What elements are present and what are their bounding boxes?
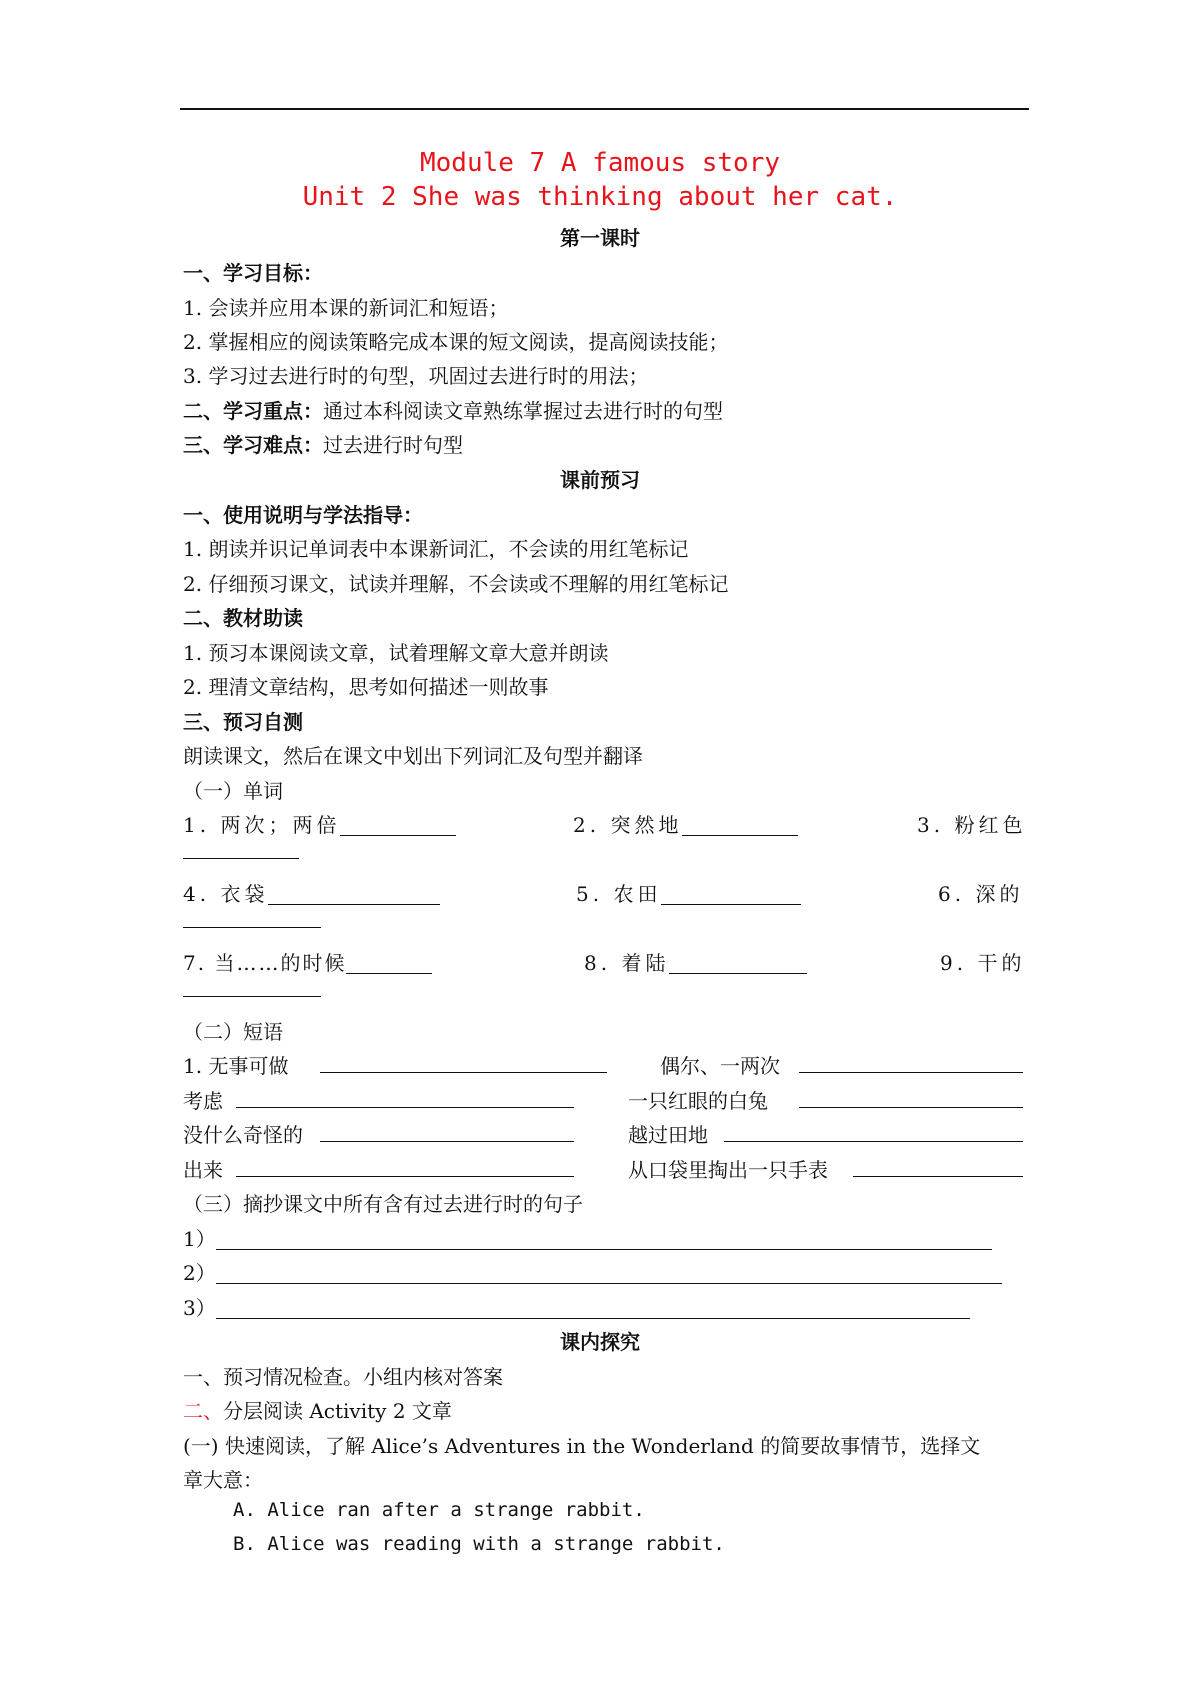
phrase-label: 1. 无事可做	[183, 1054, 289, 1078]
sentence-number: 2）	[183, 1261, 216, 1285]
phrase-label: 越过田地	[628, 1123, 708, 1147]
option-a[interactable]: A. Alice ran after a strange rabbit.	[233, 1499, 645, 1521]
sentence-line	[183, 1257, 1002, 1286]
textbook-item: 1. 预习本课阅读文章，试着理解文章大意并朗读	[183, 641, 609, 665]
sentence-line	[183, 1292, 970, 1321]
answer-blank[interactable]	[183, 907, 321, 928]
word-label: 2. 突然地	[573, 813, 683, 837]
sentences-heading: （三）摘抄课文中所有含有过去进行时的句子	[183, 1192, 583, 1216]
goal-item: 1. 会读并应用本课的新词汇和短语；	[183, 296, 509, 320]
word-item	[183, 809, 456, 838]
question-line: 章大意：	[183, 1468, 263, 1492]
selftest-heading: 三、预习自测	[183, 710, 303, 734]
usage-item: 1. 朗读并识记单词表中本课新词汇，不会读的用红笔标记	[183, 537, 689, 561]
preview-heading: 课前预习	[560, 468, 640, 492]
difficulty-text: 过去进行时句型	[323, 433, 463, 457]
word-item	[183, 947, 432, 976]
answer-blank[interactable]	[669, 953, 807, 974]
goals-heading: 一、学习目标：	[183, 261, 323, 285]
sentence-number: 3）	[183, 1296, 216, 1320]
word-label: 9. 干的	[940, 951, 1026, 975]
answer-blank[interactable]	[320, 1052, 607, 1073]
answer-blank[interactable]	[682, 815, 798, 836]
answer-blank[interactable]	[799, 1052, 1023, 1073]
option-b[interactable]: B. Alice was reading with a strange rabbit.	[233, 1533, 725, 1555]
word-label: 7. 当……的时候	[183, 951, 347, 975]
word-item	[584, 947, 807, 976]
answer-blank[interactable]	[799, 1087, 1023, 1108]
keypoint-label: 二、学习重点：	[183, 399, 323, 423]
answer-blank[interactable]	[236, 1087, 574, 1108]
phrase-label: 偶尔、一两次	[660, 1054, 780, 1078]
top-rule	[180, 108, 1029, 110]
answer-blank[interactable]	[216, 1229, 992, 1250]
word-label: 8. 着陆	[584, 951, 670, 975]
answer-blank[interactable]	[340, 815, 456, 836]
item-number: 二、	[183, 1399, 223, 1423]
difficulty-label: 三、学习难点：	[183, 433, 323, 457]
explore-item: 一、预习情况检查。小组内核对答案	[183, 1365, 503, 1389]
answer-blank[interactable]	[268, 884, 440, 905]
module-title: Module 7 A famous story	[419, 148, 781, 178]
keypoint-text: 通过本科阅读文章熟练掌握过去进行时的句型	[323, 399, 723, 423]
word-item	[576, 878, 801, 907]
goal-item: 3. 学习过去进行时的句型，巩固过去进行时的用法；	[183, 364, 649, 388]
keypoint-line	[183, 395, 723, 424]
answer-blank[interactable]	[320, 1121, 574, 1142]
sentence-line	[183, 1223, 992, 1252]
phrase-label: 出来	[183, 1158, 223, 1182]
textbook-item: 2. 理清文章结构，思考如何描述一则故事	[183, 675, 549, 699]
word-label: 3. 粉红色	[917, 813, 1027, 837]
word-item	[573, 809, 798, 838]
phrase-label: 一只红眼的白兔	[628, 1089, 768, 1113]
phrase-label: 没什么奇怪的	[183, 1123, 303, 1147]
answer-blank[interactable]	[236, 1156, 574, 1177]
phrases-heading: （二）短语	[183, 1020, 283, 1044]
goal-item: 2. 掌握相应的阅读策略完成本课的短文阅读，提高阅读技能；	[183, 330, 729, 354]
usage-heading: 一、使用说明与学法指导：	[183, 503, 423, 527]
textbook-heading: 二、教材助读	[183, 606, 303, 630]
word-label: 5. 农田	[576, 882, 662, 906]
difficulty-line	[183, 429, 463, 458]
phrase-label: 考虑	[183, 1089, 223, 1113]
answer-blank[interactable]	[216, 1263, 1002, 1284]
word-item	[183, 878, 440, 907]
words-heading: （一）单词	[183, 779, 283, 803]
explore-heading: 课内探究	[560, 1330, 640, 1354]
question-line: (一) 快速阅读，了解 Alice’s Adventures in the Wonderland 的简要故事情节，选择文	[183, 1434, 981, 1458]
word-label: 6. 深的	[938, 882, 1024, 906]
answer-blank[interactable]	[216, 1298, 970, 1319]
answer-blank[interactable]	[724, 1121, 1023, 1142]
unit-title: Unit 2 She was thinking about her cat.	[302, 182, 898, 212]
word-label: 1. 两次；两倍	[183, 813, 341, 837]
lesson-heading: 第一课时	[560, 226, 640, 250]
answer-blank[interactable]	[853, 1156, 1023, 1177]
explore-item	[183, 1395, 452, 1424]
phrase-label: 从口袋里掏出一只手表	[628, 1158, 828, 1182]
usage-item: 2. 仔细预习课文，试读并理解，不会读或不理解的用红笔标记	[183, 572, 729, 596]
answer-blank[interactable]	[183, 838, 299, 859]
answer-blank[interactable]	[661, 884, 801, 905]
item-text: 分层阅读 Activity 2 文章	[223, 1399, 452, 1423]
answer-blank[interactable]	[183, 976, 321, 997]
selftest-intro: 朗读课文，然后在课文中划出下列词汇及句型并翻译	[183, 744, 643, 768]
word-label: 4. 衣袋	[183, 882, 269, 906]
sentence-number: 1）	[183, 1227, 216, 1251]
answer-blank[interactable]	[346, 953, 432, 974]
